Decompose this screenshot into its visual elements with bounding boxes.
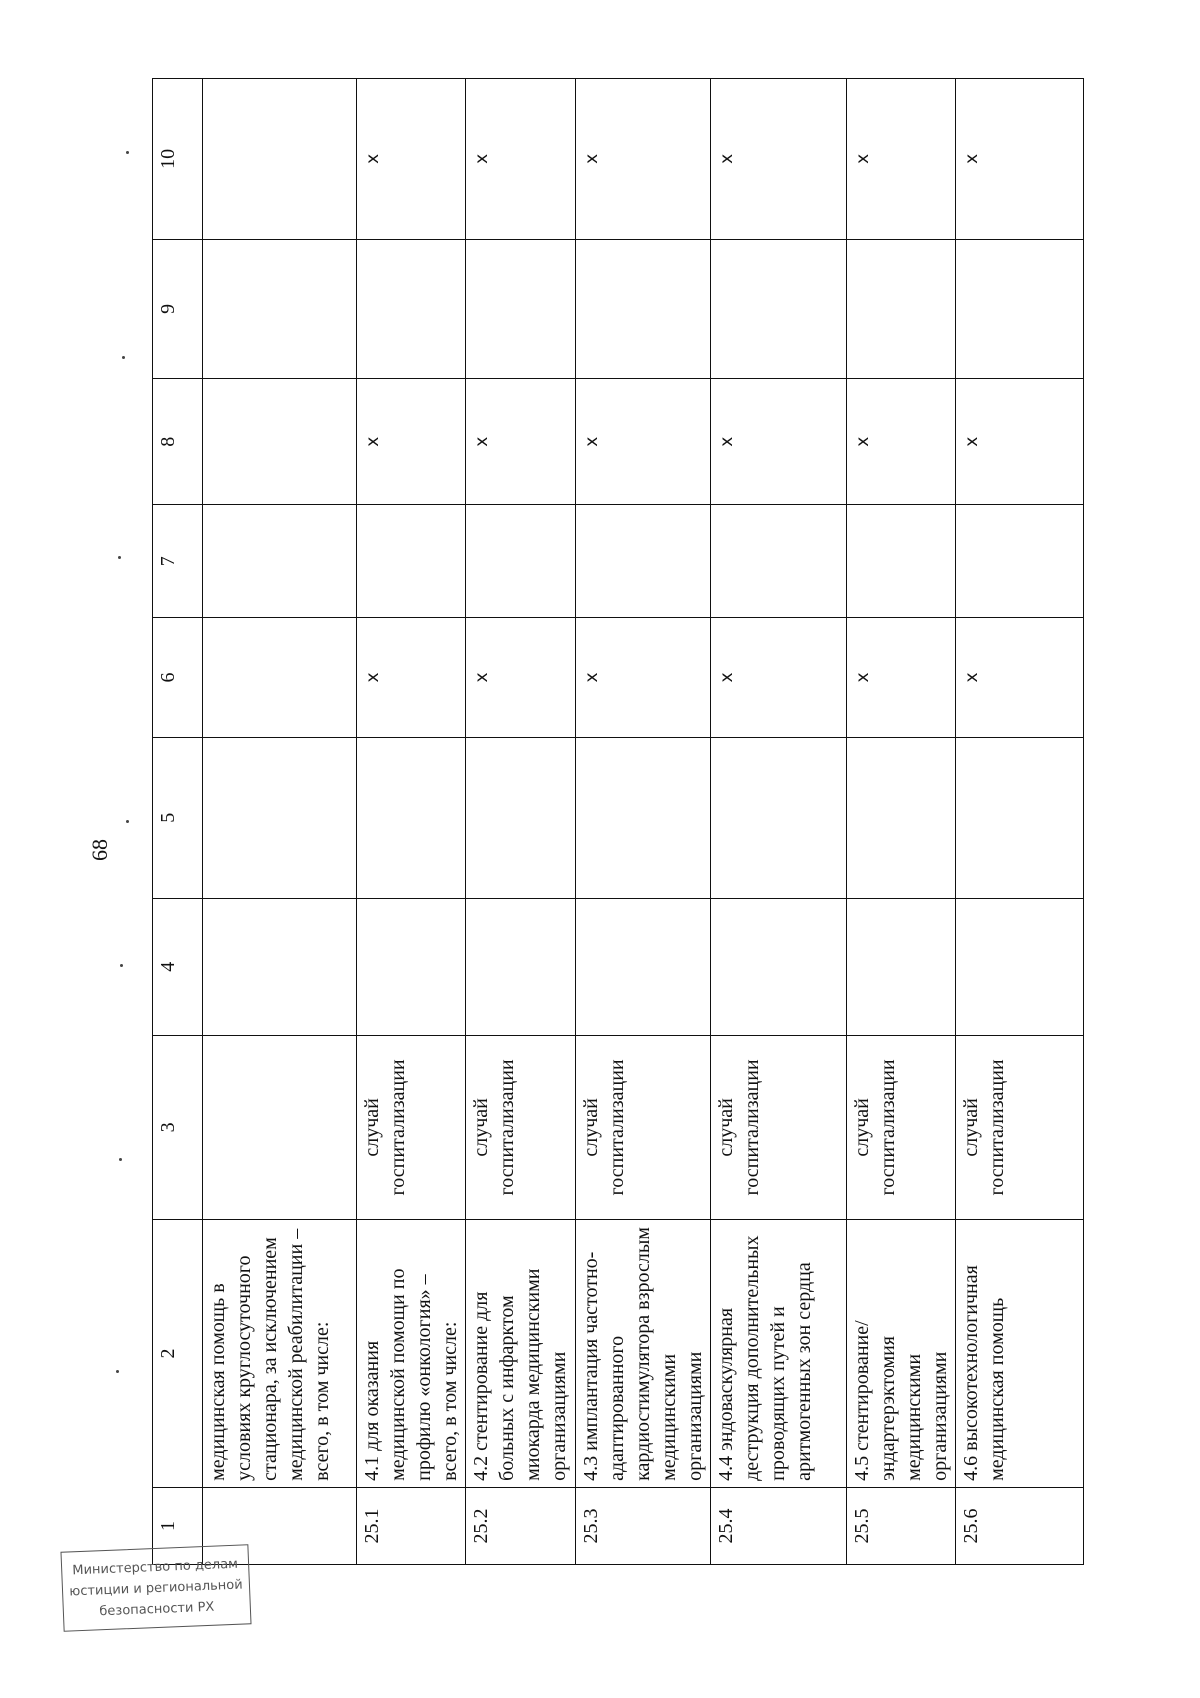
not-applicable-mark: х (962, 153, 982, 164)
table-container (152, 78, 1082, 1565)
row-cell (576, 737, 711, 898)
not-applicable-mark: х (853, 153, 873, 164)
row-cell (956, 79, 1084, 240)
row-cell (847, 505, 956, 617)
row-cell (203, 617, 357, 737)
row-cell (711, 898, 847, 1035)
not-applicable-mark: х (472, 436, 492, 447)
row-indicator-name: 4.2 стентирование для больных с инфарктом миокарда медицинскими организациями (466, 1220, 576, 1488)
row-cell (357, 617, 466, 737)
column-header: 4 (153, 898, 203, 1035)
not-applicable-mark: х (962, 672, 982, 683)
row-cell (847, 239, 956, 378)
row-cell (203, 239, 357, 378)
row-cell (956, 505, 1084, 617)
table-row (576, 79, 711, 1565)
column-header: 6 (153, 617, 203, 737)
row-cell (203, 737, 357, 898)
table-row (956, 79, 1084, 1565)
row-cell (711, 737, 847, 898)
row-cell (711, 617, 847, 737)
row-cell (847, 737, 956, 898)
data-table (152, 78, 1084, 1565)
row-cell (357, 505, 466, 617)
row-cell (847, 898, 956, 1035)
not-applicable-mark: х (717, 436, 737, 447)
row-cell (711, 239, 847, 378)
stamp-line: Министерство по делам (72, 1556, 239, 1578)
row-indicator-name: 4.5 стентирование/ эндартерэктомия медицинскими организациями (847, 1220, 956, 1488)
row-cell (576, 239, 711, 378)
column-header: 3 (153, 1035, 203, 1219)
row-number: 25.1 (357, 1487, 466, 1564)
row-unit: случай госпитализации (847, 1035, 956, 1219)
row-cell (576, 79, 711, 240)
table-header-row (153, 79, 203, 1565)
row-cell (203, 898, 357, 1035)
row-unit: случай госпитализации (956, 1035, 1084, 1219)
row-indicator-name: 4.3 имплантация частотно-адаптированного кардиостимулятора взрослым медицинскими организациями (576, 1220, 711, 1488)
row-cell (711, 379, 847, 505)
not-applicable-mark: х (853, 436, 873, 447)
row-number: 25.2 (466, 1487, 576, 1564)
row-cell (203, 505, 357, 617)
row-number: 25.5 (847, 1487, 956, 1564)
row-cell (466, 379, 576, 505)
not-applicable-mark: х (582, 153, 602, 164)
row-cell (576, 898, 711, 1035)
row-cell (576, 617, 711, 737)
column-header: 2 (153, 1220, 203, 1488)
not-applicable-mark: х (472, 672, 492, 683)
not-applicable-mark: х (717, 672, 737, 683)
row-cell (847, 617, 956, 737)
stamp-line: юстиции и региональной (69, 1577, 243, 1599)
row-cell (576, 379, 711, 505)
row-indicator-name: 4.6 высокотехнологичная медицинская помощь (956, 1220, 1084, 1488)
row-cell (576, 505, 711, 617)
row-cell (357, 79, 466, 240)
official-stamp (60, 1544, 251, 1631)
table-row (847, 79, 956, 1565)
not-applicable-mark: х (582, 436, 602, 447)
not-applicable-mark: х (717, 153, 737, 164)
not-applicable-mark: х (363, 672, 383, 683)
stamp-line: безопасности РХ (99, 1599, 215, 1619)
row-unit: случай госпитализации (711, 1035, 847, 1219)
row-cell (203, 79, 357, 240)
not-applicable-mark: х (472, 153, 492, 164)
table-row (711, 79, 847, 1565)
row-cell (956, 239, 1084, 378)
not-applicable-mark: х (363, 436, 383, 447)
row-cell (466, 898, 576, 1035)
row-cell (956, 737, 1084, 898)
row-cell (956, 617, 1084, 737)
row-cell (847, 79, 956, 240)
row-cell (203, 379, 357, 505)
row-number: 25.4 (711, 1487, 847, 1564)
row-cell (711, 505, 847, 617)
column-header: 9 (153, 239, 203, 378)
row-cell (466, 79, 576, 240)
table-row (357, 79, 466, 1565)
row-unit: случай госпитализации (466, 1035, 576, 1219)
row-unit: случай госпитализации (576, 1035, 711, 1219)
column-header: 10 (153, 79, 203, 240)
row-cell (711, 79, 847, 240)
row-cell (466, 617, 576, 737)
not-applicable-mark: х (582, 672, 602, 683)
column-header: 1 (153, 1487, 203, 1564)
row-cell (357, 898, 466, 1035)
row-indicator-name: медицинская помощь в условиях круглосуточного стационара, за исключением медицинской реабилитации – всего, в том числе: (203, 1220, 357, 1488)
row-indicator-name: 4.4 эндоваскулярная деструкция дополнительных проводящих путей и аритмогенных зон сердца (711, 1220, 847, 1488)
row-cell (357, 239, 466, 378)
row-cell (466, 505, 576, 617)
row-unit: случай госпитализации (357, 1035, 466, 1219)
not-applicable-mark: х (853, 672, 873, 683)
not-applicable-mark: х (962, 436, 982, 447)
row-cell (466, 239, 576, 378)
table-row (466, 79, 576, 1565)
column-header: 8 (153, 379, 203, 505)
row-unit (203, 1035, 357, 1219)
column-header: 5 (153, 737, 203, 898)
page-number: 68 (87, 839, 112, 861)
row-cell (466, 737, 576, 898)
row-cell (956, 379, 1084, 505)
row-number: 25.6 (956, 1487, 1084, 1564)
column-header: 7 (153, 505, 203, 617)
row-indicator-name: 4.1 для оказания медицинской помощи по профилю «онкология» – всего, в том числе: (357, 1220, 466, 1488)
row-cell (847, 379, 956, 505)
row-cell (956, 898, 1084, 1035)
row-cell (357, 737, 466, 898)
row-cell (357, 379, 466, 505)
table-row (203, 79, 357, 1565)
not-applicable-mark: х (363, 153, 383, 164)
row-number: 25.3 (576, 1487, 711, 1564)
